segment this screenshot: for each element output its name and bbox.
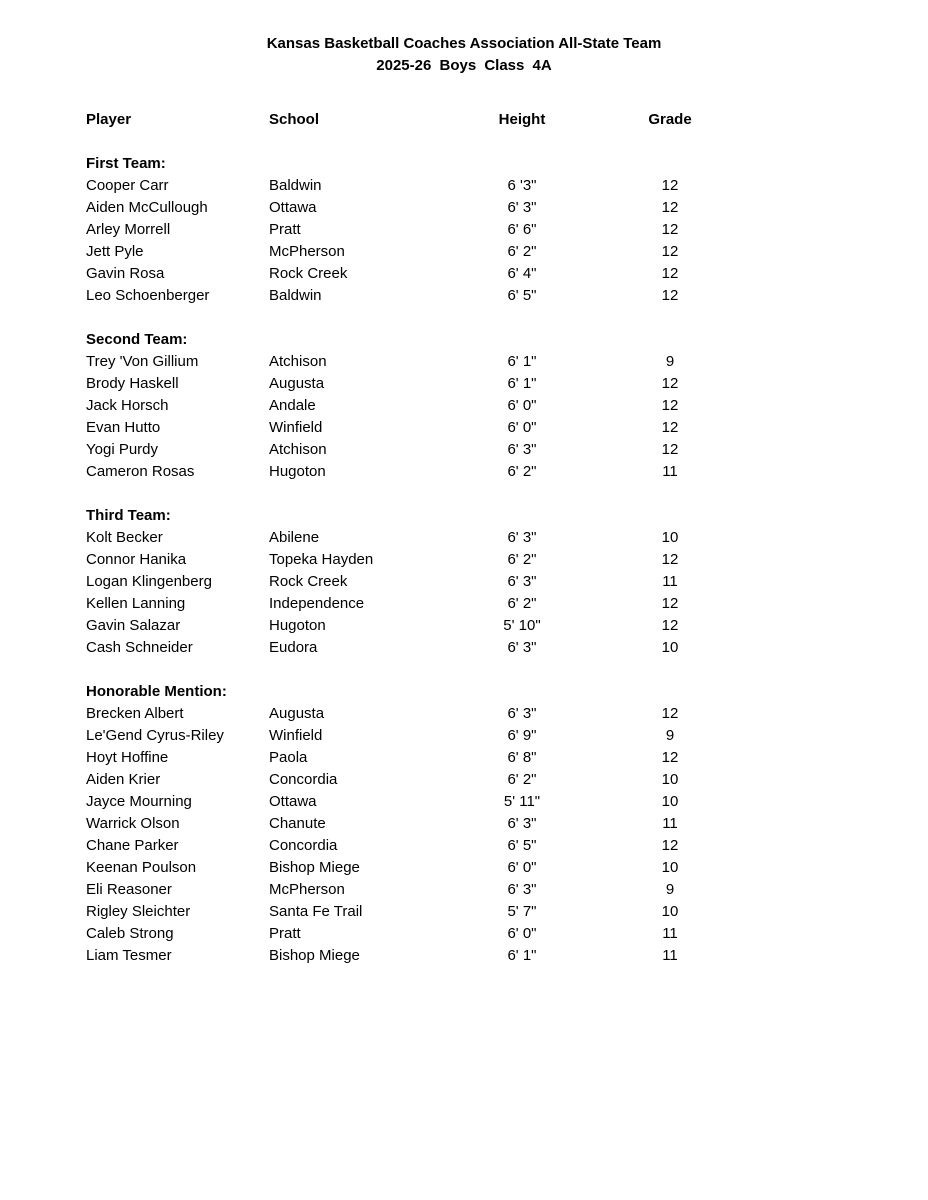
section-label: First Team: [86,155,166,172]
player-name: Logan Klingenberg [86,573,212,590]
player-name: Leo Schoenberger [86,287,210,304]
player-school: Rock Creek [269,265,348,282]
player-school: Augusta [269,705,325,722]
player-school: Eudora [269,639,318,656]
player-row [0,549,928,571]
player-name: Le'Gend Cyrus-Riley [86,727,224,744]
player-school: Atchison [269,441,327,458]
player-grade: 9 [665,727,675,744]
player-name: Cameron Rosas [86,463,195,480]
column-header-height: Height [498,111,546,128]
player-school: McPherson [269,881,345,898]
player-row [0,571,928,593]
player-height: 6' 5" [507,837,537,854]
player-height: 5' 11" [503,793,541,810]
player-name: Arley Morrell [86,221,171,238]
player-row [0,439,928,461]
player-grade: 12 [661,375,679,392]
player-grade: 11 [662,573,678,590]
player-school: Winfield [269,419,323,436]
player-grade: 12 [661,243,679,260]
player-height: 6' 2" [507,771,537,788]
player-row [0,263,928,285]
player-row [0,747,928,769]
player-grade: 10 [661,639,679,656]
player-grade: 12 [661,199,679,216]
section-label: Third Team: [86,507,171,524]
player-name: Brody Haskell [86,375,179,392]
player-grade: 11 [662,463,678,480]
section-heading [0,681,928,703]
player-height: 6' 3" [507,441,537,458]
player-height: 6' 1" [507,947,537,964]
section-heading [0,329,928,351]
player-school: Augusta [269,375,325,392]
player-height: 6' 3" [507,881,537,898]
column-header-player: Player [86,111,132,128]
player-name: Kolt Becker [86,529,163,546]
player-grade: 12 [661,749,679,766]
player-height: 6' 4" [507,265,537,282]
player-row [0,219,928,241]
player-name: Rigley Sleichter [86,903,191,920]
player-grade: 9 [665,881,675,898]
player-school: Hugoton [269,463,326,480]
player-row [0,461,928,483]
player-grade: 11 [662,815,678,832]
player-school: Pratt [269,221,301,238]
player-row [0,835,928,857]
player-row [0,637,928,659]
player-grade: 12 [661,617,679,634]
player-height: 6' 3" [507,705,537,722]
section-heading [0,505,928,527]
player-height: 6' 1" [507,353,537,370]
player-row [0,285,928,307]
player-grade: 12 [661,287,679,304]
player-school: Independence [269,595,365,612]
player-row [0,351,928,373]
player-grade: 11 [662,925,678,942]
player-grade: 10 [661,529,679,546]
player-grade: 12 [661,419,679,436]
player-grade: 9 [665,353,675,370]
player-row [0,725,928,747]
player-name: Evan Hutto [86,419,161,436]
player-row [0,241,928,263]
player-row [0,769,928,791]
player-row [0,791,928,813]
player-row [0,175,928,197]
player-school: Santa Fe Trail [269,903,363,920]
column-header-grade: Grade [648,111,692,128]
player-name: Jayce Mourning [86,793,192,810]
player-grade: 12 [661,837,679,854]
player-height: 6' 0" [507,419,537,436]
player-height: 6' 6" [507,221,537,238]
section-heading [0,153,928,175]
player-name: Trey 'Von Gillium [86,353,199,370]
player-grade: 12 [661,265,679,282]
player-row [0,527,928,549]
player-name: Gavin Salazar [86,617,181,634]
player-height: 6' 1" [507,375,537,392]
player-height: 6' 5" [507,287,537,304]
column-header-school: School [269,111,320,128]
player-row [0,615,928,637]
player-height: 6' 0" [507,859,537,876]
player-school: Concordia [269,837,338,854]
section-label: Honorable Mention: [86,683,227,700]
player-school: Baldwin [269,287,322,304]
player-height: 6' 8" [507,749,537,766]
player-school: Chanute [269,815,326,832]
player-row [0,417,928,439]
player-row [0,923,928,945]
player-height: 6' 9" [507,727,537,744]
player-name: Cash Schneider [86,639,193,656]
player-school: Concordia [269,771,338,788]
player-height: 6' 2" [507,463,537,480]
player-school: Pratt [269,925,301,942]
table-header-row [0,109,928,131]
player-school: Winfield [269,727,323,744]
player-school: Baldwin [269,177,322,194]
player-name: Chane Parker [86,837,179,854]
player-grade: 12 [661,397,679,414]
player-name: Aiden McCullough [86,199,208,216]
player-name: Caleb Strong [86,925,174,942]
player-school: Paola [269,749,308,766]
player-name: Connor Hanika [86,551,187,568]
player-height: 6' 0" [507,397,537,414]
player-height: 5' 10" [503,617,541,634]
player-height: 6' 2" [507,595,537,612]
player-height: 6' 3" [507,199,537,216]
player-school: Hugoton [269,617,326,634]
player-school: Bishop Miege [269,947,360,964]
player-school: Ottawa [269,793,317,810]
player-grade: 12 [661,595,679,612]
player-school: Abilene [269,529,320,546]
player-height: 6' 2" [507,243,537,260]
player-grade: 10 [661,859,679,876]
player-row [0,945,928,967]
player-school: Topeka Hayden [269,551,374,568]
player-row [0,901,928,923]
player-school: Andale [269,397,316,414]
player-height: 6' 3" [507,639,537,656]
player-school: Bishop Miege [269,859,360,876]
player-name: Aiden Krier [86,771,161,788]
section-label: Second Team: [86,331,188,348]
player-school: Atchison [269,353,327,370]
player-name: Jack Horsch [86,397,169,414]
player-school: McPherson [269,243,345,260]
player-row [0,593,928,615]
player-name: Yogi Purdy [86,441,158,458]
player-row [0,857,928,879]
player-height: 6' 3" [507,573,537,590]
player-name: Hoyt Hoffine [86,749,169,766]
player-height: 6' 3" [507,815,537,832]
player-height: 6 '3" [507,177,537,194]
document-subtitle: 2025-26 Boys Class 4A [376,57,552,74]
player-grade: 10 [661,771,679,788]
player-row [0,879,928,901]
player-row [0,395,928,417]
player-grade: 10 [661,793,679,810]
document-title: Kansas Basketball Coaches Association All-State Team [266,35,662,52]
player-row [0,197,928,219]
player-name: Keenan Poulson [86,859,197,876]
player-grade: 11 [662,947,678,964]
player-height: 6' 2" [507,551,537,568]
player-school: Ottawa [269,199,317,216]
player-name: Kellen Lanning [86,595,186,612]
player-name: Liam Tesmer [86,947,172,964]
player-row [0,813,928,835]
player-grade: 12 [661,551,679,568]
player-height: 6' 0" [507,925,537,942]
player-name: Warrick Olson [86,815,180,832]
player-row [0,373,928,395]
player-height: 6' 3" [507,529,537,546]
player-name: Eli Reasoner [86,881,172,898]
player-row [0,703,928,725]
player-name: Jett Pyle [86,243,144,260]
player-grade: 12 [661,177,679,194]
document-title-block [0,33,928,77]
player-grade: 12 [661,705,679,722]
player-height: 5' 7" [507,903,537,920]
player-name: Gavin Rosa [86,265,165,282]
player-grade: 12 [661,441,679,458]
player-grade: 12 [661,221,679,238]
player-name: Brecken Albert [86,705,184,722]
player-name: Cooper Carr [86,177,169,194]
player-school: Rock Creek [269,573,348,590]
player-grade: 10 [661,903,679,920]
